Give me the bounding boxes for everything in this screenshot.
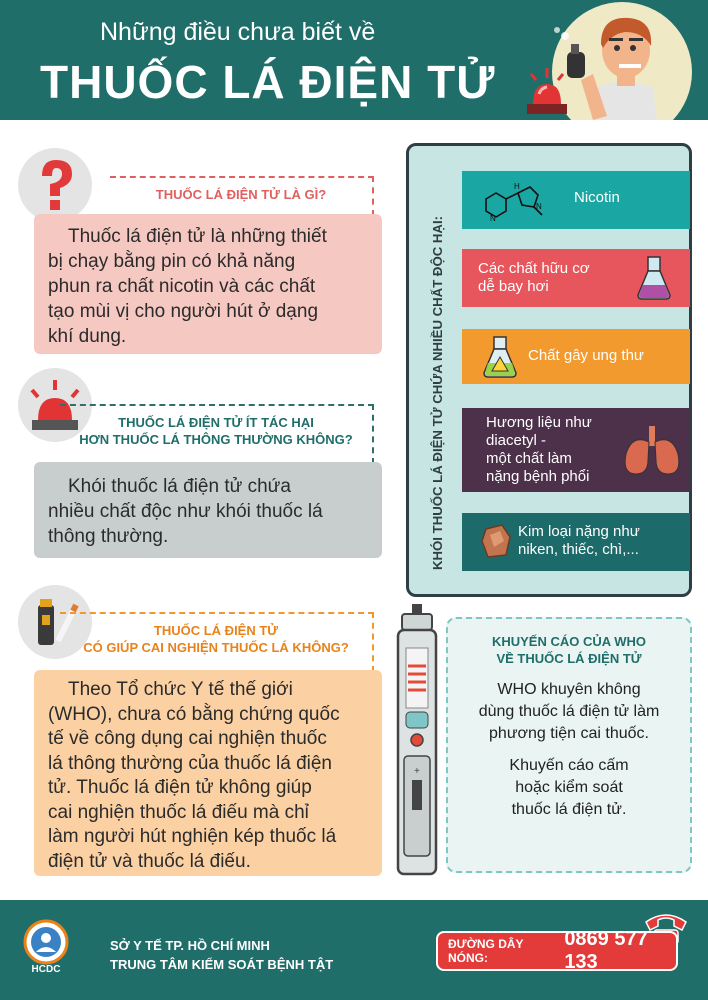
harmful-item-metals — [462, 513, 690, 571]
svg-text:H: H — [514, 182, 520, 191]
harmful-item-carcinogen — [462, 329, 690, 384]
section3-question-line: THUỐC LÁ ĐIỆN TỬ — [153, 623, 279, 638]
harmful-vertical-title-text: KHÓI THUỐC LÁ ĐIỆN TỬ CHỨA NHIỀU CHẤT ĐỘC HẠI: — [430, 216, 445, 570]
harmful-item-organic — [462, 249, 690, 307]
who-title-line: KHUYẾN CÁO CỦA WHO — [491, 634, 647, 649]
who-title-line: VỀ THUỐC LÁ ĐIỆN TỬ — [496, 651, 642, 666]
section3-line: tế về công dụng cai nghiện thuốc — [48, 728, 327, 749]
nicotine-molecule-icon — [474, 177, 554, 223]
section1-line: bị chạy bằng pin có khả năng — [48, 251, 296, 272]
harmful-item-diacetyl — [462, 408, 690, 492]
hcdc-logo-icon — [22, 918, 70, 966]
svg-text:+: + — [414, 766, 420, 777]
hcdc-logo-text: HCDC — [31, 964, 61, 975]
section2-line: Khói thuốc lá điện tử chứa — [68, 476, 291, 497]
section1-answer — [34, 214, 382, 354]
harmful-item-label: Các chất hữu cơ — [478, 260, 590, 277]
section3-answer — [34, 670, 382, 876]
section3-line: điện tử và thuốc lá điếu. — [48, 850, 251, 872]
section3-line: lá thông thường của thuốc lá điện — [48, 752, 332, 774]
section2-line: thông thường. — [48, 526, 169, 547]
harmful-item-label: Hương liệu như — [486, 414, 592, 431]
harmful-item-label: niken, thiếc, chì,... — [518, 541, 639, 558]
section1-line: tạo mùi vị cho người hút ở dạng — [48, 301, 319, 322]
metal-ore-icon — [478, 523, 514, 559]
who-recommendation-box — [446, 617, 692, 873]
who-line: hoặc kiểm soát — [515, 779, 623, 796]
section1-line: phun ra chất nicotin và các chất — [48, 276, 316, 297]
harmful-item-label: dễ bay hơi — [478, 278, 549, 295]
section3-line: Theo Tổ chức Y tế thế giới — [68, 679, 293, 700]
harmful-item-label: Nicotin — [574, 189, 620, 206]
org-line: TRUNG TÂM KIỂM SOÁT BỆNH TẬT — [110, 957, 334, 972]
header-subtitle: Những điều chưa biết về — [100, 18, 376, 46]
section1-line: khí dung. — [48, 326, 127, 347]
who-paragraph-1 — [448, 679, 690, 745]
who-line: thuốc lá điện tử. — [511, 801, 627, 818]
section1-line: Thuốc lá điện tử là những thiết — [68, 226, 327, 247]
header-title: THUỐC LÁ ĐIỆN TỬ — [40, 56, 496, 108]
harmful-item-label: nặng bệnh phổi — [486, 468, 590, 485]
who-paragraph-2 — [448, 755, 690, 821]
section3-line: làm người hút nghiện kép thuốc lá — [48, 826, 337, 847]
e-cigarette-device-icon — [394, 604, 440, 876]
section2-question-line: THUỐC LÁ ĐIỆN TỬ ÍT TÁC HẠI — [118, 415, 314, 430]
harmful-item-label: Chất gây ung thư — [528, 347, 644, 364]
hotline-label: ĐƯỜNG DÂY NÓNG: — [448, 937, 524, 965]
man-vaping-illustration-icon — [525, 8, 695, 120]
flask-icon — [634, 255, 674, 301]
lungs-icon — [622, 424, 682, 478]
hotline-number[interactable]: 0869 577 133 — [564, 928, 648, 973]
svg-text:N: N — [490, 214, 496, 223]
harmful-item-label: Kim loại nặng như — [518, 523, 640, 540]
section3-question — [60, 612, 374, 672]
who-line: WHO khuyên không — [497, 681, 641, 698]
section2-question-line: HƠN THUỐC LÁ THÔNG THƯỜNG KHÔNG? — [79, 432, 353, 447]
section3-line: cai nghiện thuốc lá điếu mà chỉ — [48, 801, 309, 823]
organization-name — [110, 936, 333, 974]
hazard-flask-icon — [480, 335, 520, 379]
harmful-item-nicotine — [462, 171, 690, 229]
section3-line: tử. Thuốc lá điện tử không giúp — [48, 777, 312, 798]
who-line: Khuyến cáo cấm — [509, 757, 629, 774]
hotline-box[interactable] — [436, 928, 678, 973]
harmful-item-label: diacetyl - — [486, 432, 547, 449]
who-line: dùng thuốc lá điện tử làm — [478, 703, 660, 720]
who-title — [448, 633, 690, 667]
harmful-item-label: một chất làm — [486, 450, 572, 467]
section2-line: nhiều chất độc như khói thuốc lá — [48, 501, 323, 522]
header-banner — [0, 0, 708, 120]
section3-question-line: CÓ GIÚP CAI NGHIỆN THUỐC LÁ KHÔNG? — [83, 640, 349, 655]
harmful-vertical-title — [408, 160, 462, 580]
question-mark-icon — [18, 148, 92, 222]
section1-question: THUỐC LÁ ĐIỆN TỬ LÀ GÌ? — [110, 176, 374, 216]
svg-text:N: N — [536, 202, 542, 211]
section2-answer — [34, 462, 382, 558]
who-line: phương tiện cai thuốc. — [489, 725, 649, 742]
section3-line: (WHO), chưa có bằng chứng quốc — [48, 703, 340, 725]
section2-question — [60, 404, 374, 464]
org-line: SỞ Y TẾ TP. HỒ CHÍ MINH — [110, 938, 270, 953]
